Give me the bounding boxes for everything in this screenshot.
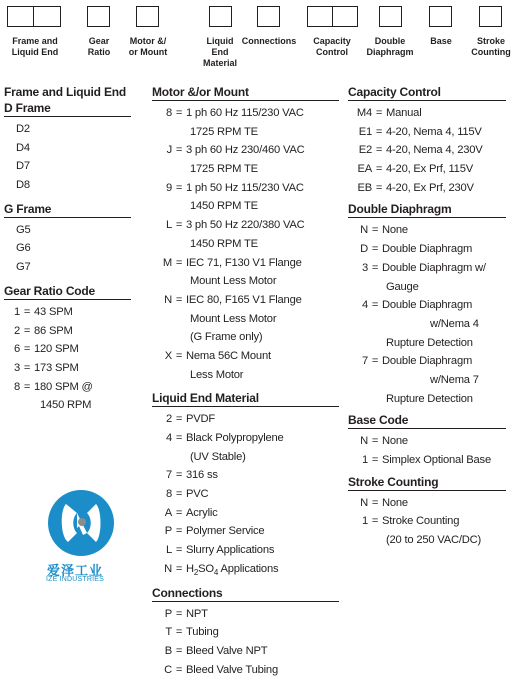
option-code: L — [165, 544, 172, 557]
code-row — [348, 494, 506, 513]
option-description: IEC 71, F130 V1 Flange — [186, 256, 302, 269]
option-code: T — [165, 626, 172, 639]
equals-sign: = — [371, 435, 379, 448]
equals-sign: = — [375, 144, 383, 157]
gear-ratio-list — [4, 303, 131, 415]
option-description-continued: 1450 RPM TE — [190, 200, 258, 213]
code-row — [152, 429, 339, 448]
equals-sign: = — [375, 163, 383, 176]
equals-sign: = — [175, 607, 183, 620]
code-row — [152, 605, 339, 624]
header-label-liquid: Liquid End Material — [202, 36, 237, 68]
header-label-capacity: Capacity Control — [313, 36, 351, 57]
option-description-continued: Mount Less Motor — [190, 312, 277, 325]
box-divider — [33, 6, 34, 27]
option-description-continued: Rupture Detection — [386, 336, 473, 349]
code-row — [4, 359, 131, 378]
option-description-continued: (20 to 250 VAC/DC) — [386, 534, 482, 547]
connections-list — [152, 605, 339, 680]
equals-sign: = — [175, 181, 183, 194]
code-row — [348, 221, 506, 240]
model-code-header — [0, 0, 516, 80]
section-title-diaphragm: Double Diaphragm — [348, 201, 506, 218]
option-description: Black Polypropylene — [186, 432, 284, 444]
code-row — [152, 104, 339, 123]
option-description: 3 ph 60 Hz 230/460 VAC — [186, 144, 305, 157]
equals-sign: = — [371, 496, 379, 509]
option-description: None — [382, 496, 408, 509]
option-description: IEC 80, F165 V1 Flange — [186, 293, 302, 306]
equals-sign: = — [175, 293, 183, 306]
option-description: None — [382, 224, 408, 237]
option-description: Double Diaphragm — [382, 355, 473, 368]
option-code: 2 — [165, 413, 172, 426]
option-code: 8 — [165, 488, 172, 501]
option-code: 1 — [361, 515, 368, 528]
equals-sign: = — [371, 299, 379, 312]
equals-sign: = — [175, 349, 183, 362]
equals-sign: = — [23, 343, 31, 356]
option-description-continued: w/Nema 7 — [430, 373, 479, 386]
code-row — [348, 432, 506, 451]
code-row — [348, 123, 506, 142]
code-box-connections — [257, 6, 280, 27]
option-description: Bleed Valve Tubing — [186, 663, 278, 676]
code-row — [348, 451, 506, 470]
equals-sign: = — [23, 324, 31, 337]
code-row — [348, 104, 506, 123]
option-code: P — [164, 525, 172, 538]
option-description: 4-20, Nema 4, 115V — [386, 125, 482, 138]
option-code: 8 — [165, 107, 172, 119]
option-code: 4 — [361, 299, 368, 312]
option-code: M4 — [356, 107, 372, 119]
option-description: 43 SPM — [34, 305, 73, 318]
option-description: 4-20, Nema 4, 230V — [386, 144, 483, 157]
logo-english-text: IZE INDUSTRIES — [46, 576, 105, 583]
d-frame-list — [4, 120, 131, 195]
option-description-continued: Gauge — [386, 280, 419, 293]
list-item: G7 — [16, 261, 31, 274]
option-code: B — [164, 644, 172, 657]
option-description: Bleed Valve NPT — [186, 644, 268, 657]
equals-sign: = — [175, 256, 183, 269]
option-code: 3 — [361, 261, 368, 274]
motor-list — [152, 104, 339, 384]
option-code: 9 — [165, 181, 172, 194]
option-description-continued: (UV Stable) — [190, 450, 246, 463]
liquid-material-list — [152, 410, 339, 578]
box-divider — [332, 6, 333, 27]
equals-sign: = — [175, 663, 183, 676]
logo-chinese-text: 爱泽工业 — [47, 563, 104, 578]
option-code: N — [360, 496, 368, 509]
option-code: 1 — [361, 454, 368, 466]
equals-sign: = — [371, 261, 379, 274]
code-row — [152, 661, 339, 680]
list-item: D8 — [16, 179, 30, 192]
option-description-continued: Mount Less Motor — [190, 275, 277, 288]
code-box-diaphragm — [379, 6, 402, 27]
code-row — [152, 623, 339, 642]
equals-sign: = — [371, 243, 379, 256]
code-row — [152, 347, 339, 366]
option-description: NPT — [186, 607, 208, 620]
option-description-continued: w/Nema 4 — [430, 317, 479, 330]
option-description-continued: 1450 RPM TE — [190, 237, 258, 250]
code-row — [152, 642, 339, 661]
code-row — [152, 291, 339, 310]
option-description: Stroke Counting — [382, 515, 460, 528]
option-description: 1 ph 60 Hz 115/230 VAC — [186, 107, 304, 119]
equals-sign: = — [23, 305, 31, 318]
code-row — [152, 254, 339, 273]
option-code: N — [164, 562, 172, 575]
option-description-continued: 1725 RPM TE — [190, 125, 258, 138]
code-row — [4, 340, 131, 359]
code-row — [152, 522, 339, 541]
option-description: Acrylic — [186, 506, 218, 519]
section-title-capacity: Capacity Control — [348, 84, 506, 101]
section-title-base: Base Code — [348, 412, 506, 429]
equals-sign: = — [371, 515, 379, 528]
option-description: 4-20, Ex Prf, 115V — [386, 163, 473, 176]
subsection-title-d-frame: D Frame — [4, 100, 131, 117]
equals-sign: = — [23, 361, 31, 374]
option-code: 3 — [13, 361, 20, 374]
option-code: E2 — [358, 144, 372, 157]
list-item: G6 — [16, 242, 31, 255]
section-title-stroke: Stroke Counting — [348, 474, 506, 491]
code-box-gear — [87, 6, 110, 27]
option-code: A — [164, 506, 172, 519]
equals-sign: = — [371, 454, 379, 466]
code-row — [348, 512, 506, 531]
equals-sign: = — [175, 432, 183, 444]
code-row — [4, 322, 131, 341]
option-code: 8 — [13, 380, 20, 393]
header-label-diaphragm: Double Diaphragm — [366, 36, 414, 57]
equals-sign: = — [371, 355, 379, 368]
equals-sign: = — [175, 626, 183, 639]
equals-sign: = — [175, 644, 183, 657]
option-description: 120 SPM — [34, 343, 79, 356]
equals-sign: = — [375, 125, 383, 138]
option-code: 2 — [13, 324, 20, 337]
option-code: 7 — [361, 355, 368, 368]
code-box-liquid — [209, 6, 232, 27]
section-title-motor: Motor &/or Mount — [152, 84, 339, 101]
option-description: Tubing — [186, 626, 219, 639]
option-description-continued: Rupture Detection — [386, 392, 473, 405]
equals-sign: = — [375, 181, 383, 194]
option-description: PVDF — [186, 413, 216, 426]
option-description: 3 ph 50 Hz 220/380 VAC — [186, 219, 305, 232]
section-title-connections: Connections — [152, 585, 339, 602]
option-code: N — [360, 435, 368, 448]
equals-sign: = — [175, 488, 183, 501]
option-code: N — [164, 293, 172, 306]
header-label-frame: Frame and Liquid End — [11, 36, 59, 57]
code-row — [348, 141, 506, 160]
option-description: Double Diaphragm — [382, 243, 473, 256]
ize-logo-icon — [46, 488, 116, 558]
header-label-connections: Connections — [241, 36, 297, 46]
section-title-liquid: Liquid End Material — [152, 390, 339, 407]
equals-sign: = — [175, 562, 183, 575]
option-code: E1 — [358, 125, 372, 138]
option-description: Nema 56C Mount — [186, 349, 271, 362]
option-code: EA — [357, 163, 372, 176]
option-description: 173 SPM — [34, 361, 79, 374]
code-row — [152, 504, 339, 523]
equals-sign: = — [175, 107, 183, 119]
code-row — [152, 560, 339, 579]
subsection-title-g-frame: G Frame — [4, 201, 131, 218]
g-frame-list — [4, 221, 131, 277]
option-code: 6 — [13, 343, 20, 356]
code-row — [152, 141, 339, 160]
option-description: 316 ss — [186, 469, 218, 482]
option-description: Slurry Applications — [186, 544, 275, 557]
diaphragm-list — [348, 221, 506, 408]
option-description: PVC — [186, 488, 209, 501]
code-box-stroke — [479, 6, 502, 27]
column-middle — [152, 84, 339, 679]
code-row — [152, 485, 339, 504]
code-row — [4, 303, 131, 322]
option-code: L — [165, 219, 172, 232]
option-code: J — [166, 144, 172, 157]
option-description: None — [382, 435, 408, 448]
section-title-gear-ratio: Gear Ratio Code — [4, 283, 131, 300]
option-description-continued: Less Motor — [190, 368, 244, 381]
header-label-stroke: Stroke Counting — [471, 36, 511, 57]
option-description: 4-20, Ex Prf, 230V — [386, 181, 474, 194]
option-description: Simplex Optional Base — [382, 454, 491, 466]
header-label-gear: Gear Ratio — [87, 36, 111, 57]
option-code: 7 — [165, 469, 172, 482]
equals-sign: = — [175, 219, 183, 232]
code-row — [348, 352, 506, 371]
column-left — [4, 84, 131, 415]
header-label-base: Base — [430, 36, 452, 46]
option-code: 1 — [13, 305, 20, 318]
equals-sign: = — [175, 469, 183, 482]
code-row — [152, 541, 339, 560]
option-code: N — [360, 224, 368, 237]
option-description: 86 SPM — [34, 324, 73, 337]
option-description-continued: 1725 RPM TE — [190, 163, 258, 176]
code-row — [348, 259, 506, 278]
equals-sign: = — [175, 544, 183, 557]
stroke-list — [348, 494, 506, 550]
column-right — [348, 84, 506, 550]
code-row — [348, 179, 506, 198]
option-description: $H_2SO_4$ Applications — [186, 562, 279, 578]
code-row — [348, 160, 506, 179]
equals-sign: = — [23, 380, 31, 393]
option-code: M — [162, 256, 172, 269]
list-item: D4 — [16, 141, 30, 154]
option-description: Double Diaphragm — [382, 299, 473, 312]
option-code: 4 — [165, 432, 172, 444]
header-label-motor: Motor &/ or Mount — [128, 36, 168, 57]
code-row — [152, 179, 339, 198]
list-item: D7 — [16, 160, 30, 173]
option-description-continued: (G Frame only) — [190, 331, 263, 344]
list-item: G5 — [16, 223, 31, 236]
option-code: EB — [357, 181, 372, 194]
option-description: 1 ph 50 Hz 115/230 VAC — [186, 181, 304, 194]
equals-sign: = — [371, 224, 379, 237]
capacity-list — [348, 104, 506, 197]
code-box-motor — [136, 6, 159, 27]
option-description: Manual — [386, 107, 422, 119]
code-row — [348, 240, 506, 259]
equals-sign: = — [175, 144, 183, 157]
equals-sign: = — [175, 413, 183, 426]
option-code: P — [164, 607, 172, 620]
base-list — [348, 432, 506, 469]
option-description: Double Diaphragm w/ — [382, 261, 486, 274]
option-code: C — [164, 663, 172, 676]
code-row — [4, 378, 131, 397]
option-description: Polymer Service — [186, 525, 265, 538]
equals-sign: = — [175, 506, 183, 519]
option-description-continued: 1450 RPM — [40, 399, 92, 412]
list-item: D2 — [16, 123, 30, 135]
code-row — [348, 296, 506, 315]
option-code: D — [360, 243, 368, 256]
option-code: X — [164, 349, 172, 362]
code-row — [152, 410, 339, 429]
option-description: 180 SPM @ — [34, 380, 93, 393]
code-row — [152, 466, 339, 485]
code-row — [152, 216, 339, 235]
equals-sign: = — [175, 525, 183, 538]
section-title-frame: Frame and Liquid End — [4, 85, 127, 99]
equals-sign: = — [375, 107, 383, 119]
code-box-base — [429, 6, 452, 27]
